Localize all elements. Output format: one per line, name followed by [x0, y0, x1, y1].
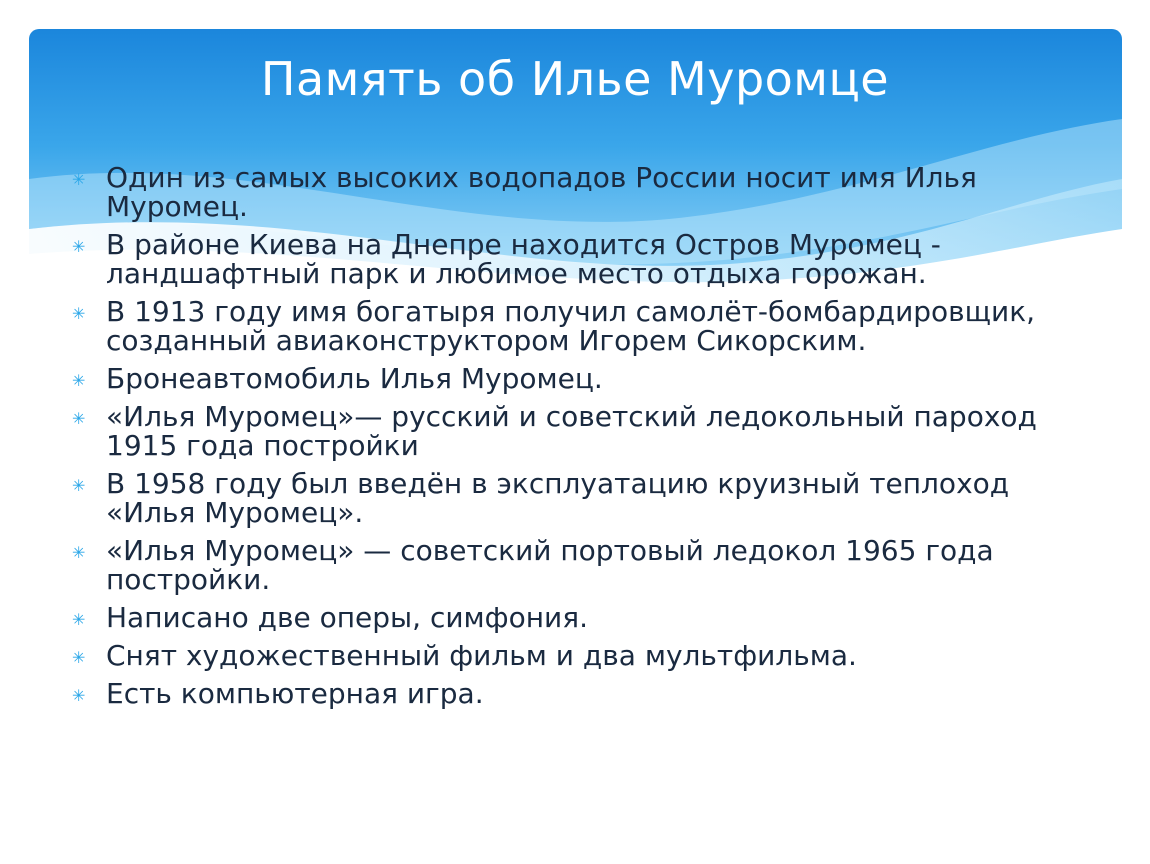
asterisk-bullet-icon: ✳ [72, 648, 86, 667]
asterisk-bullet-icon: ✳ [72, 610, 86, 629]
slide-title: Память об Илье Муромце [260, 52, 890, 106]
list-item-text: «Илья Муромец» — советский портовый ледокол 1965 года постройки. [106, 534, 994, 596]
list-item-text: В районе Киева на Днепре находится Остров Муромец - ландшафтный парк и любимое место отдыха горожан. [106, 228, 941, 290]
list-item [72, 297, 1082, 355]
list-item [72, 364, 1082, 393]
asterisk-bullet-icon: ✳ [72, 170, 86, 189]
list-item-text: В 1958 году был введён в эксплуатацию круизный теплоход «Илья Муромец». [106, 467, 1010, 529]
asterisk-bullet-icon: ✳ [72, 409, 86, 428]
bullet-list [72, 163, 1082, 717]
list-item [72, 641, 1082, 670]
list-item-text: Один из самых высоких водопадов России носит имя Илья Муромец. [106, 161, 977, 223]
list-item-text: Бронеавтомобиль Илья Муромец. [106, 362, 603, 395]
asterisk-bullet-icon: ✳ [72, 476, 86, 495]
asterisk-bullet-icon: ✳ [72, 371, 86, 390]
list-item [72, 536, 1082, 594]
list-item [72, 402, 1082, 460]
list-item-text: Написано две оперы, симфония. [106, 601, 588, 634]
list-item [72, 469, 1082, 527]
asterisk-bullet-icon: ✳ [72, 304, 86, 323]
list-item-text: «Илья Муромец»— русский и советский ледокольный пароход 1915 года постройки [106, 400, 1037, 462]
list-item-text: Есть компьютерная игра. [106, 677, 484, 710]
list-item-text: Снят художественный фильм и два мультфильма. [106, 639, 857, 672]
list-item [72, 603, 1082, 632]
asterisk-bullet-icon: ✳ [72, 543, 86, 562]
list-item [72, 679, 1082, 708]
list-item [72, 230, 1082, 288]
asterisk-bullet-icon: ✳ [72, 686, 86, 705]
list-item-text: В 1913 году имя богатыря получил самолёт-бомбардировщик, созданный авиаконструктором Игорем Сикорским. [106, 295, 1036, 357]
list-item [72, 163, 1082, 221]
asterisk-bullet-icon: ✳ [72, 237, 86, 256]
